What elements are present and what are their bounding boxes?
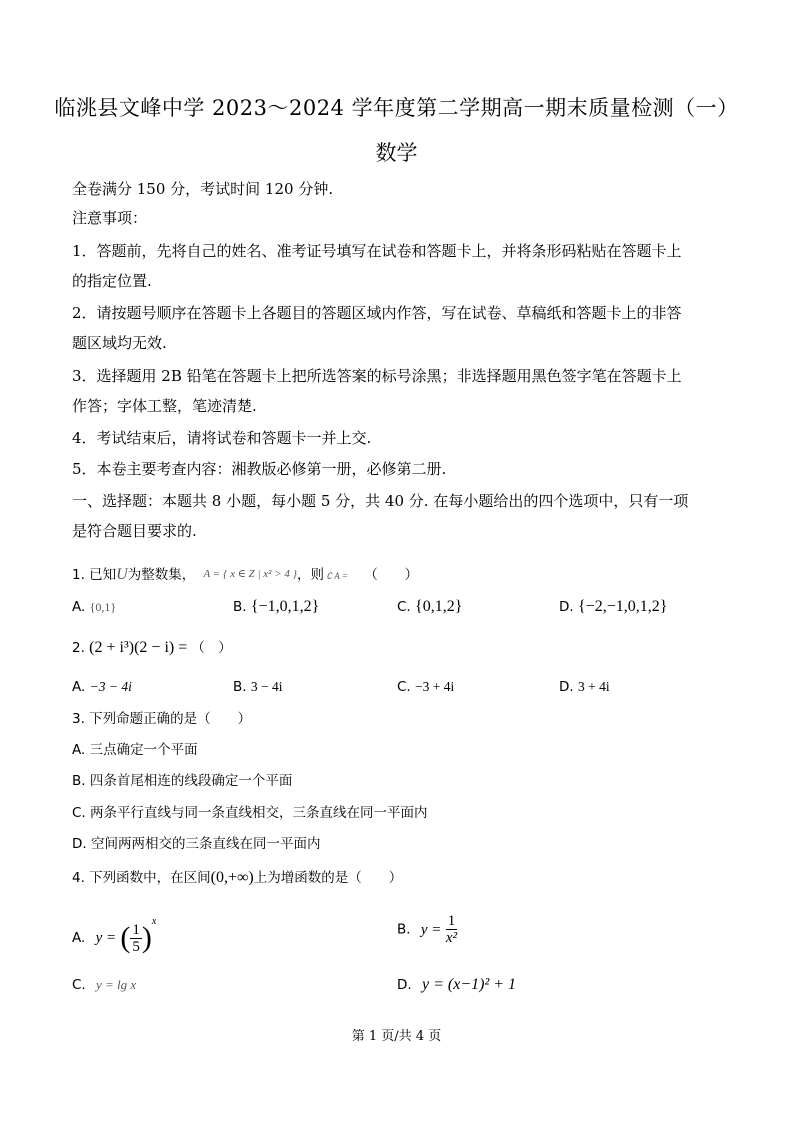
note-1-line-2: 的指定位置. xyxy=(72,272,152,290)
notes-heading: 注意事项： xyxy=(72,209,148,227)
exam-subject: 数学 xyxy=(375,141,418,165)
q2-option-a: A. −3 − 4i xyxy=(72,679,132,695)
note-1-line-1: 1．答题前，先将自己的姓名、准考证号填写在试卷和答题卡上，并将条形码粘贴在答题卡上 xyxy=(72,242,682,260)
q1-option-a: A. {0,1} xyxy=(72,599,117,615)
question-2-blank: （ ） xyxy=(191,640,232,656)
question-1-set-a-def: A = { x ∈ Z | x² > 4 } xyxy=(203,568,298,580)
question-2-expression: (2 + i³)(2 − i) = xyxy=(89,639,192,656)
q4-option-a: A. y = ( $\frac{1}{5}$ )$^x$ xyxy=(72,916,157,955)
note-3-line-2: 作答；字体工整，笔迹清楚. xyxy=(72,397,257,415)
q3-option-d: D. 空间两两相交的三条直线在同一平面内 xyxy=(72,836,321,852)
question-4-interval: (0,+∞) xyxy=(210,869,254,886)
question-4: 4. 下列函数中，在区间(0,+∞)上为增函数的是（ ） xyxy=(72,869,403,886)
question-1-complement: ∁ A = xyxy=(324,571,351,581)
q2-option-d: D. 3 + 4i xyxy=(559,679,610,695)
exam-title: 临洮县文峰中学 2023～2024 学年度第二学期高一期末质量检测（一） xyxy=(54,96,739,120)
q3-option-c: C. 两条平行直线与同一条直线相交，三条直线在同一平面内 xyxy=(72,805,428,821)
q1-option-c: C. {0,1,2} xyxy=(397,598,463,615)
q3-option-b: B. 四条首尾相连的线段确定一个平面 xyxy=(72,773,293,789)
q2-option-c: C. −3 + 4i xyxy=(397,679,455,695)
question-3: 3. 下列命题正确的是（ ） xyxy=(72,711,252,727)
q4-option-c: C. y = lg x xyxy=(72,977,137,993)
section-1-heading-line-2: 是符合题目要求的. xyxy=(72,522,197,540)
question-2 xyxy=(72,639,232,657)
question-1 xyxy=(72,565,418,585)
q3-option-a: A. 三点确定一个平面 xyxy=(72,742,198,758)
note-2-line-2: 题区域均无效. xyxy=(72,334,167,352)
question-1-set-u: U xyxy=(116,566,128,583)
q4-option-d: D. y = (x−1)² + 1 xyxy=(397,976,517,993)
note-5: 5．本卷主要考查内容：湘教版必修第一册，必修第二册. xyxy=(72,460,447,478)
page-footer: 第 1 页/共 4 页 xyxy=(351,1029,442,1044)
section-1-heading-line-1: 一、选择题：本题共 8 小题，每小题 5 分，共 40 分. 在每小题给出的四个选项中，只有一项 xyxy=(72,492,689,510)
note-3-line-1: 3．选择题用 2B 铅笔在答题卡上把所选答案的标号涂黑；非选择题用黑色签字笔在答题卡上 xyxy=(72,367,682,385)
question-2-number: 2. xyxy=(72,640,90,656)
question-1-blank: （ ） xyxy=(364,567,419,583)
question-1-number: 1. xyxy=(72,567,90,583)
exam-info: 全卷满分 150 分，考试时间 120 分钟. xyxy=(72,180,334,198)
question-1-stem-c: ，则 xyxy=(297,567,325,583)
q1-option-d: D. {−2,−1,0,1,2} xyxy=(559,598,668,615)
question-1-stem-a: 已知 xyxy=(89,567,117,583)
question-1-stem-b: 为整数集， xyxy=(127,567,196,583)
q4-option-b: B. y = $\frac{1}{\text{x²}}$ xyxy=(397,913,458,946)
note-4: 4．考试结束后，请将试卷和答题卡一并上交. xyxy=(72,429,372,447)
q1-option-b: B. {−1,0,1,2} xyxy=(233,598,320,615)
note-2-line-1: 2．请按题号顺序在答题卡上各题目的答题区域内作答，写在试卷、草稿纸和答题卡上的非答 xyxy=(72,304,682,322)
q2-option-b: B. 3 − 4i xyxy=(233,679,283,695)
